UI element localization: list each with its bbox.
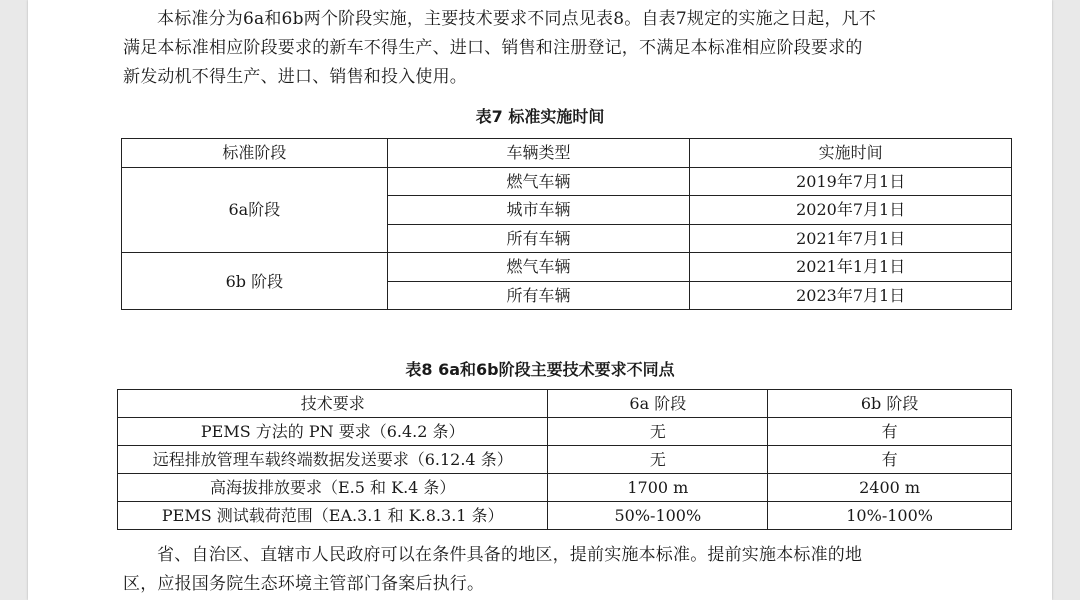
date-cell: 2020年7月1日 [690, 196, 1012, 225]
stage-6a-cell: 1700 m [548, 474, 768, 502]
vehicle-cell: 所有车辆 [387, 224, 690, 253]
stage-6b-cell: 2400 m [768, 474, 1012, 502]
intro-line-2: 满足本标准相应阶段要求的新车不得生产、进口、销售和注册登记，不满足本标准相应阶段要求的 [123, 38, 863, 58]
column-header-stage: 标准阶段 [122, 139, 388, 168]
table-row [118, 418, 1012, 446]
table-row [118, 474, 1012, 502]
date-cell: 2023年7月1日 [690, 281, 1012, 310]
table8-technical-differences [117, 389, 1012, 530]
document-page [28, 0, 1052, 600]
stage-cell: 6b 阶段 [122, 253, 388, 310]
column-header-requirement: 技术要求 [118, 390, 548, 418]
column-header-6b: 6b 阶段 [768, 390, 1012, 418]
column-header-6a: 6a 阶段 [548, 390, 768, 418]
table8-caption: 表8 6a和6b阶段主要技术要求不同点 [405, 360, 675, 379]
intro-line-3: 新发动机不得生产、进口、销售和投入使用。 [123, 67, 467, 87]
table-row [118, 502, 1012, 530]
vehicle-cell: 燃气车辆 [387, 253, 690, 282]
table7-caption: 表7 标准实施时间 [475, 107, 605, 126]
intro-paragraph [123, 5, 1008, 92]
table-header-row [118, 390, 1012, 418]
stage-6b-cell: 有 [768, 418, 1012, 446]
column-header-date: 实施时间 [690, 139, 1012, 168]
intro-line-1: 本标准分为6a和6b两个阶段实施，主要技术要求不同点见表8。自表7规定的实施之日起，凡不 [157, 9, 877, 29]
outro-paragraph [123, 541, 1008, 599]
vehicle-cell: 城市车辆 [387, 196, 690, 225]
requirement-cell: 远程排放管理车载终端数据发送要求（6.12.4 条） [118, 446, 548, 474]
date-cell: 2019年7月1日 [690, 167, 1012, 196]
date-cell: 2021年1月1日 [690, 253, 1012, 282]
column-header-vehicle-type: 车辆类型 [387, 139, 690, 168]
requirement-cell: 高海拔排放要求（E.5 和 K.4 条） [118, 474, 548, 502]
stage-6b-cell: 有 [768, 446, 1012, 474]
stage-cell: 6a阶段 [122, 167, 388, 253]
outro-line-2: 区，应报国务院生态环境主管部门备案后执行。 [123, 574, 485, 594]
table-header-row [122, 139, 1012, 168]
table7-implementation-schedule [121, 138, 1012, 310]
requirement-cell: PEMS 测试载荷范围（EA.3.1 和 K.8.3.1 条） [118, 502, 548, 530]
stage-6a-cell: 无 [548, 418, 768, 446]
vehicle-cell: 燃气车辆 [387, 167, 690, 196]
stage-6a-cell: 50%-100% [548, 502, 768, 530]
table-row [122, 253, 1012, 282]
table-row [118, 446, 1012, 474]
stage-6a-cell: 无 [548, 446, 768, 474]
requirement-cell: PEMS 方法的 PN 要求（6.4.2 条） [118, 418, 548, 446]
table-row [122, 167, 1012, 196]
outro-line-1: 省、自治区、直辖市人民政府可以在条件具备的地区，提前实施本标准。提前实施本标准的地 [157, 545, 863, 565]
date-cell: 2021年7月1日 [690, 224, 1012, 253]
stage-6b-cell: 10%-100% [768, 502, 1012, 530]
vehicle-cell: 所有车辆 [387, 281, 690, 310]
